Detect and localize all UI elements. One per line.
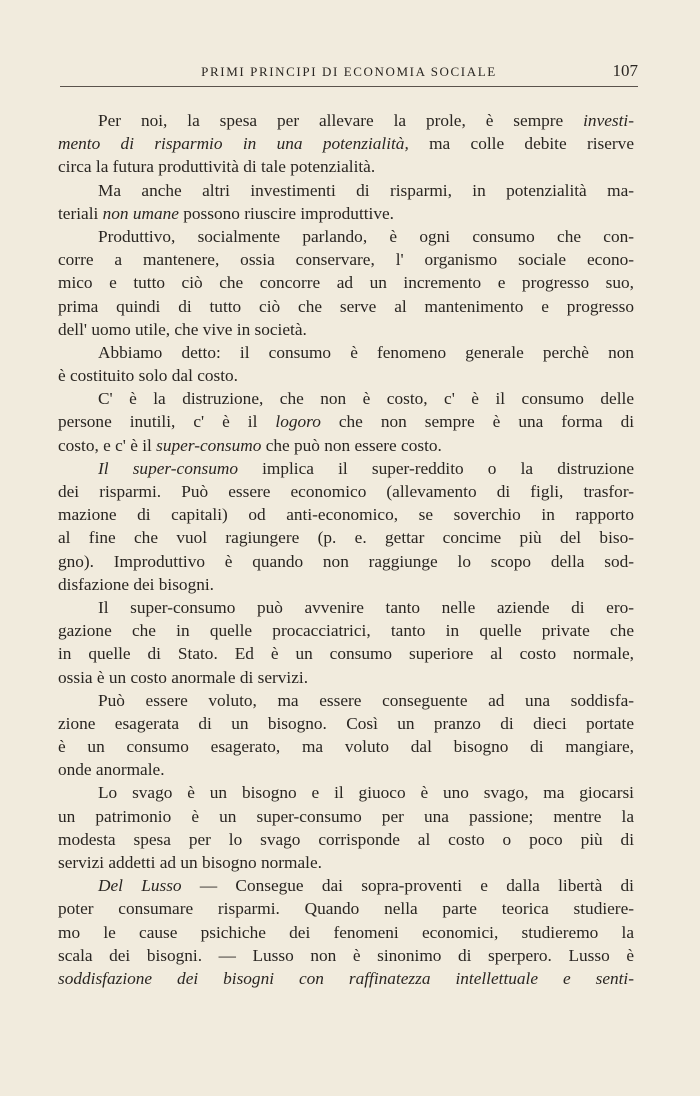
text-segment: al fine che vuol ragiungere (p. e. gettar concime più del biso- xyxy=(58,528,634,548)
text-segment: persone inutili, c' è il xyxy=(58,412,276,432)
text-line xyxy=(58,295,634,318)
text-segment: zione esagerata di un bisogno. Così un pranzo di dieci portate xyxy=(58,713,634,733)
text-segment: prima quindi di tutto ciò che serve al mantenimento e progresso xyxy=(58,296,634,316)
text-line xyxy=(58,341,634,364)
text-line xyxy=(58,967,634,990)
italic-text: investi- xyxy=(583,111,634,130)
text-segment: corre a mantenere, ossia conservare, l' organismo sociale econo- xyxy=(58,250,634,270)
text-segment: dei risparmi. Può essere economico (allevamento di figli, trasfor- xyxy=(58,482,634,501)
text-line xyxy=(58,944,634,967)
text-segment: C' è la distruzione, che non è costo, c' è il consumo delle xyxy=(98,389,634,409)
text-segment: mo le cause psichiche dei fenomeni economici, studieremo la xyxy=(58,922,634,942)
body-text xyxy=(58,109,634,990)
italic-text: Del Lusso xyxy=(98,876,182,896)
text-segment: gno). Improduttivo è quando non raggiunge lo scopo della sod- xyxy=(58,551,634,571)
text-line xyxy=(58,457,634,480)
text-line xyxy=(58,573,634,596)
text-segment: è un consumo esagerato, ma voluto dal bisogno di mangiare, xyxy=(58,737,634,757)
text-segment: è costituito solo dal costo. xyxy=(58,366,238,386)
text-line xyxy=(58,689,634,712)
text-line xyxy=(58,225,634,248)
text-line xyxy=(58,503,634,526)
text-segment: che può non essere costo. xyxy=(261,435,442,455)
text-segment: mazione di capitali) od anti-economico, se soverchio in rapporto xyxy=(58,505,634,525)
text-line xyxy=(58,526,634,549)
text-segment: un patrimonio è un super-consumo per una passione; mentre la xyxy=(58,806,634,826)
text-segment: in quelle di Stato. Ed è un consumo superiore al costo normale, xyxy=(58,644,634,664)
text-line xyxy=(58,318,634,341)
text-segment: poter consumare risparmi. Quando nella parte teorica studiere- xyxy=(58,899,634,919)
italic-text: soddisfazione dei bisogni con raffinatezza intellettuale e senti- xyxy=(58,968,634,988)
text-line xyxy=(58,434,634,457)
text-line xyxy=(58,897,634,920)
italic-text: Il super-consumo xyxy=(98,458,238,478)
italic-text: super-consumo xyxy=(156,435,262,455)
text-line xyxy=(58,387,634,410)
running-title: PRIMI PRINCIPI DI ECONOMIA SOCIALE xyxy=(201,64,497,79)
italic-text: mento di risparmio in una potenzialità, xyxy=(58,134,409,154)
text-line xyxy=(58,619,634,642)
text-segment: circa la futura produttività di tale potenzialità. xyxy=(58,157,376,177)
page-header xyxy=(60,58,638,87)
text-line xyxy=(58,828,634,851)
text-segment: ossia è un costo anormale di servizi. xyxy=(58,667,309,687)
text-segment: servizi addetti ad un bisogno normale. xyxy=(58,853,322,872)
text-line xyxy=(58,155,634,178)
text-line xyxy=(58,642,634,665)
text-line xyxy=(58,874,634,897)
text-segment: Ma anche altri investimenti di risparmi, in potenzialità ma- xyxy=(98,180,634,200)
text-line xyxy=(58,781,634,804)
text-segment: scala dei bisogni. — Lusso non è sinonimo di sperpero. Lusso è xyxy=(58,945,634,965)
text-segment: modesta spesa per lo svago corrisponde al costo o poco più di xyxy=(58,829,634,849)
text-segment: onde anormale. xyxy=(58,760,165,780)
text-segment: — Consegue dai sopra-proventi e dalla libertà di xyxy=(181,876,634,896)
page-number: 107 xyxy=(612,61,638,80)
text-line xyxy=(58,805,634,828)
text-segment: ma colle debite riserve xyxy=(408,134,634,154)
text-line xyxy=(58,735,634,758)
text-line xyxy=(58,758,634,781)
text-segment: possono riuscire improduttive. xyxy=(178,203,394,223)
italic-text: non umane xyxy=(102,203,179,223)
text-segment: Abbiamo detto: il consumo è fenomeno generale perchè non xyxy=(98,342,634,362)
text-line xyxy=(58,480,634,503)
text-segment: che non sempre è una forma di xyxy=(320,412,635,432)
text-segment: gazione che in quelle procacciatrici, tanto in quelle private che xyxy=(58,621,634,641)
text-segment: disfazione dei bisogni. xyxy=(58,574,214,594)
text-segment: Il super-consumo può avvenire tanto nelle aziende di ero- xyxy=(98,597,634,617)
text-segment: implica il super-reddito o la distruzione xyxy=(237,458,635,478)
text-line xyxy=(58,109,634,132)
text-segment: Può essere voluto, ma essere conseguente ad una soddisfa- xyxy=(98,690,634,710)
text-line xyxy=(58,712,634,735)
text-segment: Lo svago è un bisogno e il giuoco è uno svago, ma giocarsi xyxy=(98,783,634,803)
text-line xyxy=(58,596,634,619)
text-segment: mico e tutto ciò che concorre ad un incremento e progresso suo, xyxy=(58,273,634,293)
text-segment: Per noi, la spesa per allevare la prole, è sempre xyxy=(98,111,584,130)
italic-text: logoro xyxy=(275,412,321,432)
text-line xyxy=(58,248,634,271)
text-line xyxy=(58,921,634,944)
text-line xyxy=(58,851,634,874)
text-line xyxy=(58,271,634,294)
text-line xyxy=(58,364,634,387)
text-line xyxy=(58,666,634,689)
text-line xyxy=(58,202,634,225)
text-line xyxy=(58,410,634,433)
text-segment: costo, e c' è il xyxy=(58,435,157,455)
text-segment: Produttivo, socialmente parlando, è ogni consumo che con- xyxy=(98,226,634,246)
text-line xyxy=(58,550,634,573)
text-line xyxy=(58,179,634,202)
text-segment: teriali xyxy=(58,203,103,223)
text-segment: dell' uomo utile, che vive in società. xyxy=(58,319,307,339)
text-line xyxy=(58,132,634,155)
